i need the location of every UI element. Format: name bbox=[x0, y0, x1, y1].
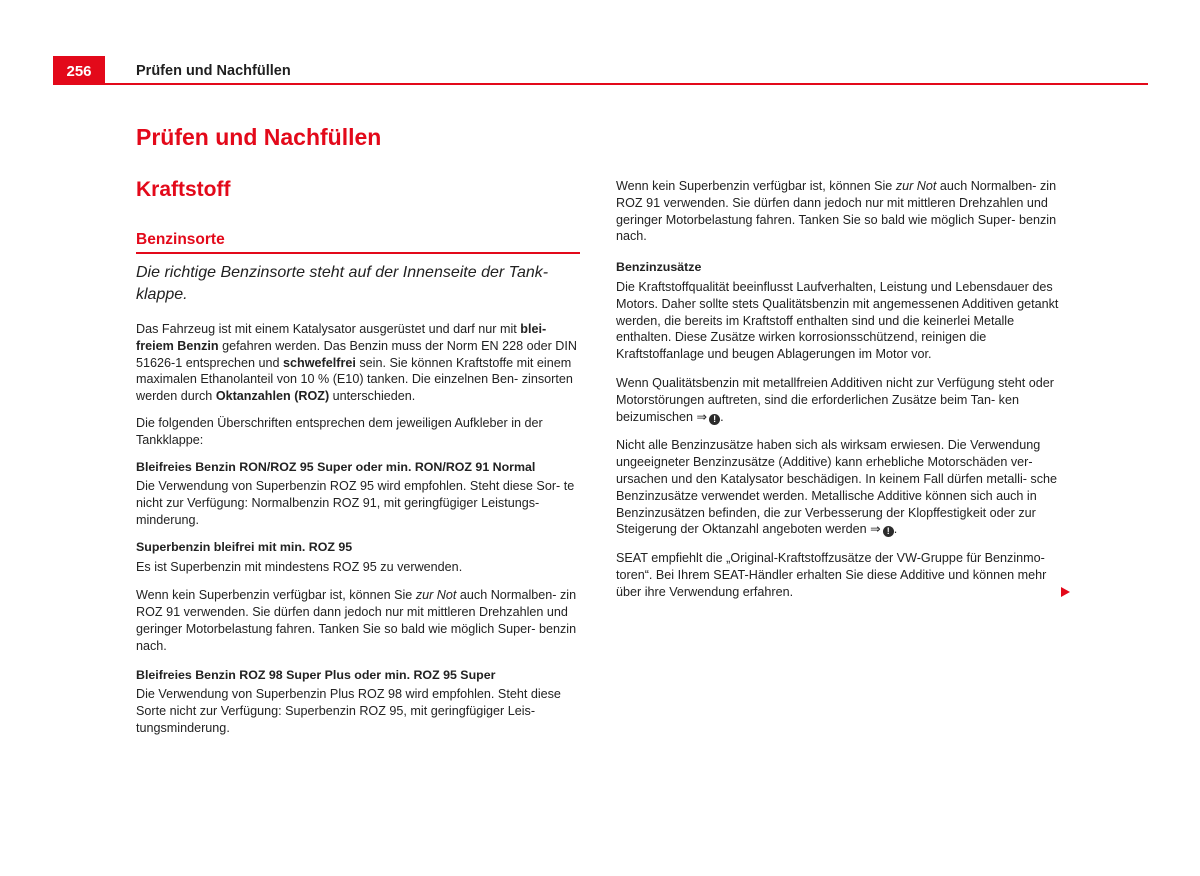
paragraph bbox=[616, 375, 1066, 425]
text: unterschieden. bbox=[329, 389, 416, 404]
italic-text: zur Not bbox=[415, 588, 457, 603]
paragraph bbox=[136, 321, 580, 405]
paragraph: Die folgenden Überschriften entsprechen dem jeweiligen Aufkleber in der Tankklappe: bbox=[136, 415, 543, 447]
subheading: Bleifreies Benzin ROZ 98 Super Plus oder min. ROZ 95 Super bbox=[136, 667, 496, 682]
paragraph: Die Kraftstoffqualität beeinflusst Laufverhalten, Leistung und Lebensdauer des Motors. Daher sollte stets Qualitätsbenzin mit angemessenen Additiven getankt werden, die bereits im Kraftstoff enthalten sind und die keinerlei Metalle enthalten. Diese Zusätze wirken korrosionsschützend, reinigen die Kraftstoffanlage und beugen Ablagerungen im Motor vor. bbox=[616, 279, 1059, 362]
warning-icon: ! bbox=[883, 526, 894, 537]
italic-text: zur Not bbox=[895, 179, 937, 193]
subsection-rule bbox=[136, 252, 580, 254]
paragraph bbox=[616, 178, 1066, 245]
right-column bbox=[616, 178, 1066, 601]
text: . bbox=[893, 522, 898, 537]
paragraph bbox=[136, 587, 580, 654]
text: Nicht alle Benzinzusätze haben sich als wirksam erwiesen. Die Verwendung ungeeigneter Benzinzusätze (Additive) kann erhebliche Motorschäden ver- ursachen und den Katalysator beschädigen. In keinem Fall dürfen metalli- sche Benzinzusätze verwendet werden. Metallische Additive können sich auch in Benzinzusätzen befinden, die zur Verbesserung der Klopffestigkeit oder zur Steigerung der Oktanzahl angeboten werden ⇒ bbox=[616, 438, 1058, 537]
text: Das Fahrzeug ist mit einem Katalysator ausgerüstet und darf nur mit bbox=[136, 322, 521, 336]
text: Wenn kein Superbenzin verfügbar ist, können Sie bbox=[616, 179, 896, 193]
paragraph bbox=[616, 437, 1066, 538]
warning-icon: ! bbox=[709, 414, 720, 425]
text: . bbox=[720, 409, 724, 424]
continue-arrow-icon bbox=[1061, 587, 1070, 597]
text: auch Normalben- zin ROZ 91 verwenden. Sie dürfen dann jedoch nur mit mittleren Drehzahlen und geringer Motorbelastung fahren. Tanken Sie so bald wie möglich Super- benzin nach. bbox=[136, 588, 577, 653]
chapter-heading: Prüfen und Nachfüllen bbox=[136, 124, 382, 150]
text: gefahren werden. Das Benzin muss der Norm EN 228 oder DIN 51626-1 entsprechen und bbox=[136, 338, 577, 370]
subheading: Benzinzusätze bbox=[616, 260, 702, 275]
paragraph: Die Verwendung von Superbenzin Plus ROZ 98 wird empfohlen. Steht diese Sorte nicht zur Verfügung: Superbenzin ROZ 95, mit geringfügiger Leis- tungsminderung. bbox=[136, 687, 561, 735]
text: auch Normalben- zin ROZ 91 verwenden. Sie dürfen dann jedoch nur mit mittleren Drehzahlen und geringer Motorbelastung fahren. Tanken Sie so bald wie möglich Super- benzin nach. bbox=[616, 179, 1057, 244]
text: Wenn kein Superbenzin verfügbar ist, können Sie bbox=[136, 588, 416, 603]
bold-text: blei- freiem Benzin bbox=[136, 322, 547, 353]
lead-text: Die richtige Benzinsorte steht auf der Innenseite der Tank- klappe. bbox=[136, 264, 549, 303]
section-heading: Kraftstoff bbox=[136, 178, 231, 201]
subheading: Bleifreies Benzin RON/ROZ 95 Super oder min. RON/ROZ 91 Normal bbox=[136, 459, 536, 474]
bold-text: schwefelfrei bbox=[283, 355, 356, 370]
paragraph: Es ist Superbenzin mit mindestens ROZ 95 zu verwenden. bbox=[136, 559, 463, 574]
text: Wenn Qualitätsbenzin mit metallfreien Additiven nicht zur Verfügung steht oder Motorstörungen auftreten, sind die erforderlichen Zusätze beim Tan- ken beizumischen ⇒ bbox=[616, 375, 1054, 424]
left-column bbox=[136, 321, 580, 737]
text: sein. Sie können Kraftstoffe mit einem maximalen Ethanolanteil von 10 % (E10) tanken. Die einzelnen Ben- zinsorten werden durch bbox=[136, 355, 573, 404]
running-header-title: Prüfen und Nachfüllen bbox=[136, 63, 291, 79]
bold-text: Oktanzahlen (ROZ) bbox=[215, 389, 330, 404]
subsection-heading: Benzinsorte bbox=[136, 231, 225, 248]
subheading: Superbenzin bleifrei mit min. ROZ 95 bbox=[136, 539, 353, 554]
page-number: 256 bbox=[53, 56, 105, 85]
header-rule bbox=[53, 83, 1148, 85]
paragraph: Die Verwendung von Superbenzin ROZ 95 wird empfohlen. Steht diese Sor- te nicht zur Verfügung: Normalbenzin ROZ 91, mit geringfügiger Leistungs- minderung. bbox=[136, 479, 575, 527]
paragraph: SEAT empfiehlt die „Original-Kraftstoffzusätze der VW-Gruppe für Benzinmo- toren“. Bei Ihrem SEAT-Händler erhalten Sie diese Additive und können mehr über ihre Verwendung erfahren. bbox=[616, 551, 1047, 599]
